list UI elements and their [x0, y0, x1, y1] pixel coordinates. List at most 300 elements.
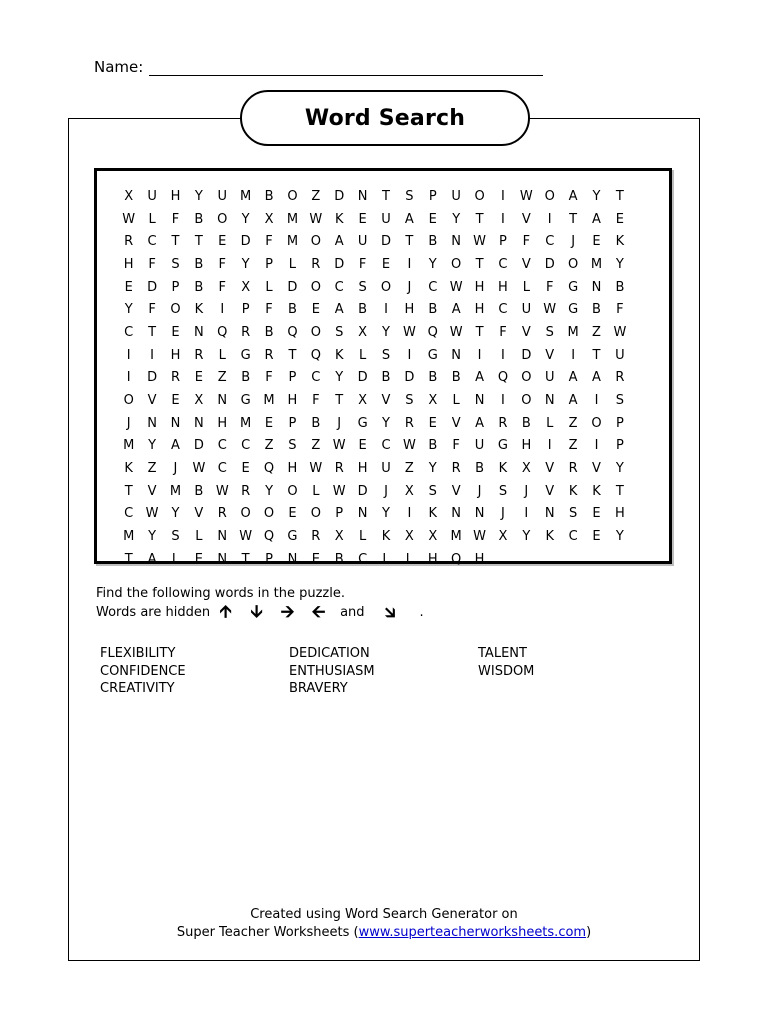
grid-letter: E	[288, 506, 297, 522]
grid-letter: N	[217, 551, 228, 567]
grid-letter: F	[358, 256, 367, 272]
grid-letter: L	[382, 551, 390, 567]
grid-letter: W	[449, 324, 463, 340]
grid-letter: N	[217, 393, 228, 409]
grid-letter: E	[428, 415, 437, 431]
grid-letter: I	[477, 347, 482, 363]
grid-letter: I	[150, 347, 154, 363]
name-field	[94, 58, 543, 76]
grid-letter: V	[545, 483, 555, 499]
grid-letter: O	[310, 234, 321, 250]
grid-letter: I	[407, 256, 412, 272]
arrow-down-icon: 🡫	[250, 602, 263, 622]
grid-letter: N	[170, 415, 181, 431]
grid-letter: Y	[124, 302, 133, 318]
grid-letter: D	[240, 234, 251, 250]
grid-letter: M	[286, 211, 299, 227]
grid-letter: O	[263, 506, 275, 522]
grid-letter: Y	[428, 256, 437, 272]
word-list-item: CREATIVITY	[100, 681, 175, 696]
instructions-line2	[96, 603, 424, 623]
name-label: Name:	[94, 58, 144, 76]
grid-letter: T	[335, 393, 344, 409]
word-list-item: DEDICATION	[289, 646, 370, 661]
word-list-item: FLEXIBILITY	[100, 646, 176, 661]
grid-letter: W	[613, 324, 627, 340]
grid-letter: F	[148, 302, 156, 318]
grid-letter: Y	[148, 438, 157, 454]
grid-letter: F	[499, 324, 507, 340]
grid-letter: R	[334, 461, 344, 477]
grid-letter: O	[521, 393, 532, 409]
grid-letter: O	[451, 256, 462, 272]
grid-letter: Z	[311, 188, 321, 204]
grid-letter: V	[451, 415, 461, 431]
arrow-up-icon: 🡩	[219, 602, 232, 622]
grid-letter: R	[615, 370, 625, 386]
grid-letter: B	[194, 483, 204, 499]
grid-letter: H	[427, 551, 438, 567]
grid-letter: V	[381, 393, 391, 409]
grid-letter: N	[451, 234, 462, 250]
grid-letter: O	[521, 370, 532, 386]
grid-letter: Q	[310, 347, 321, 363]
grid-letter: Z	[568, 415, 578, 431]
grid-letter: S	[568, 506, 578, 522]
grid-letter: Y	[241, 211, 250, 227]
grid-letter: T	[592, 347, 601, 363]
grid-letter: E	[241, 461, 250, 477]
grid-letter: W	[215, 483, 229, 499]
word-list-item: CONFIDENCE	[100, 663, 186, 679]
grid-letter: D	[380, 234, 391, 250]
grid-letter: X	[334, 529, 344, 545]
grid-letter: E	[381, 256, 391, 272]
grid-letter: T	[475, 256, 484, 272]
grid-letter: V	[545, 461, 555, 477]
grid-letter: C	[241, 438, 251, 454]
grid-letter: K	[194, 302, 204, 318]
grid-letter: E	[194, 551, 203, 567]
grid-letter: B	[194, 211, 204, 227]
grid-letter: W	[543, 302, 557, 318]
grid-letter: Y	[615, 461, 624, 477]
grid-letter: L	[546, 415, 554, 431]
word-list-column-3	[478, 645, 534, 680]
grid-letter: I	[501, 211, 505, 227]
grid-letter: M	[263, 393, 275, 409]
grid-letter: P	[499, 234, 507, 250]
word-list-column-2	[289, 645, 375, 698]
grid-letter: A	[475, 415, 484, 431]
grid-letter: D	[404, 370, 415, 386]
grid-letter: E	[171, 393, 180, 409]
grid-letter: G	[568, 302, 579, 318]
grid-letter: A	[451, 302, 461, 318]
grid-letter: N	[591, 279, 602, 295]
grid-letter: A	[568, 188, 578, 204]
grid-letter: I	[501, 393, 505, 409]
grid-letter: H	[474, 302, 485, 318]
grid-letter: E	[124, 279, 133, 295]
grid-letter: X	[264, 211, 274, 227]
grid-letter: B	[287, 302, 297, 318]
grid-letter: Z	[217, 370, 227, 386]
grid-letter: E	[592, 234, 601, 250]
grid-letter: Y	[265, 483, 274, 499]
grid-letter: O	[310, 279, 321, 295]
grid-letter: W	[402, 438, 416, 454]
grid-letter: O	[170, 302, 181, 318]
grid-letter: A	[147, 551, 157, 567]
grid-letter: P	[335, 506, 344, 522]
grid-letter: G	[240, 393, 251, 409]
grid-letter: B	[615, 279, 625, 295]
grid-letter: F	[265, 370, 273, 386]
grid-letter: S	[405, 393, 414, 409]
grid-letter: H	[474, 279, 485, 295]
letter-grid	[117, 185, 632, 571]
grid-letter: U	[147, 188, 157, 204]
grid-letter: A	[404, 211, 414, 227]
grid-letter: Y	[382, 324, 390, 340]
instructions-line1: Find the following words in the puzzle.	[96, 586, 345, 601]
grid-letter: S	[171, 529, 180, 545]
grid-letter: D	[357, 370, 368, 386]
grid-letter: M	[240, 415, 252, 431]
grid-letter: O	[217, 211, 228, 227]
grid-letter: K	[498, 461, 508, 477]
grid-letter: L	[405, 551, 413, 567]
grid-letter: F	[265, 234, 273, 250]
grid-letter: U	[544, 370, 555, 386]
grid-letter: V	[545, 347, 555, 363]
footer-prefix: Super Teacher Worksheets (	[176, 925, 359, 940]
grid-letter: T	[194, 234, 203, 250]
grid-letter: I	[407, 506, 412, 522]
grid-letter: V	[521, 324, 531, 340]
grid-letter: I	[220, 302, 225, 318]
puzzle-box	[94, 168, 672, 567]
grid-letter: W	[449, 279, 463, 295]
instructions-and: and	[340, 605, 365, 620]
grid-letter: X	[521, 461, 531, 477]
grid-letter: S	[335, 324, 344, 340]
grid-letter: K	[334, 211, 344, 227]
grid-letter: E	[592, 506, 601, 522]
grid-letter: B	[592, 302, 601, 318]
grid-letter: X	[124, 188, 134, 204]
grid-letter: T	[148, 324, 157, 340]
grid-letter: Q	[287, 324, 298, 340]
grid-letter: E	[592, 529, 601, 545]
grid-letter: A	[592, 370, 601, 386]
grid-letter: R	[170, 370, 180, 386]
grid-letter: H	[217, 415, 228, 431]
grid-letter: P	[288, 415, 297, 431]
grid-letter: F	[171, 211, 180, 227]
grid-letter: D	[334, 256, 345, 272]
grid-letter: R	[241, 483, 251, 499]
grid-letter: A	[568, 393, 578, 409]
grid-letter: J	[571, 234, 576, 250]
grid-letter: B	[358, 302, 368, 318]
grid-letter: I	[407, 347, 412, 363]
grid-letter: Y	[194, 188, 203, 204]
grid-letter: M	[123, 438, 135, 454]
instructions-prefix: Words are hidden	[96, 605, 211, 620]
grid-letter: O	[544, 188, 555, 204]
grid-letter: V	[147, 393, 157, 409]
grid-letter: O	[591, 415, 602, 431]
grid-letter: L	[358, 347, 367, 363]
page-title-text: Word Search	[304, 105, 466, 131]
grid-letter: X	[428, 393, 438, 409]
grid-letter: Z	[264, 438, 274, 454]
footer	[68, 906, 700, 942]
grid-letter: E	[358, 211, 367, 227]
grid-letter: M	[450, 529, 462, 545]
grid-letter: S	[171, 256, 180, 272]
grid-letter: F	[218, 256, 226, 272]
grid-letter: N	[287, 551, 298, 567]
grid-letter: C	[381, 438, 391, 454]
grid-letter: N	[451, 347, 462, 363]
grid-letter: N	[544, 393, 555, 409]
grid-letter: S	[498, 483, 508, 499]
grid-letter: F	[312, 393, 320, 409]
grid-letter: F	[545, 279, 554, 295]
grid-letter: W	[332, 483, 346, 499]
word-list-item: ENTHUSIASM	[289, 663, 375, 679]
grid-letter: E	[615, 211, 624, 227]
grid-letter: C	[498, 256, 508, 272]
grid-letter: D	[147, 370, 158, 386]
grid-letter: K	[381, 529, 391, 545]
grid-letter: B	[475, 461, 485, 477]
grid-letter: Q	[451, 551, 462, 567]
grid-letter: T	[405, 234, 414, 250]
grid-letter: W	[192, 461, 206, 477]
grid-letter: Z	[311, 438, 321, 454]
grid-letter: S	[405, 188, 414, 204]
grid-letter: M	[567, 324, 579, 340]
grid-letter: D	[193, 438, 204, 454]
grid-letter: J	[337, 415, 342, 431]
grid-letter: T	[171, 234, 180, 250]
grid-letter: L	[195, 529, 203, 545]
grid-letter: I	[594, 438, 599, 454]
arrow-down-right-icon: 🡮	[384, 603, 396, 623]
grid-letter: I	[126, 347, 131, 363]
grid-letter: L	[452, 393, 460, 409]
grid-letter: A	[475, 370, 484, 386]
grid-letter: C	[147, 234, 157, 250]
grid-letter: P	[428, 188, 437, 204]
grid-letter: V	[521, 256, 531, 272]
grid-letter: E	[358, 438, 367, 454]
grid-letter: H	[474, 551, 485, 567]
grid-letter: H	[123, 256, 134, 272]
grid-letter: F	[218, 279, 226, 295]
grid-letter: T	[475, 324, 484, 340]
grid-letter: N	[194, 324, 204, 340]
grid-letter: R	[311, 256, 321, 272]
grid-letter: D	[521, 347, 532, 363]
grid-letter: H	[404, 302, 415, 318]
grid-letter: H	[498, 279, 508, 295]
grid-letter: B	[264, 324, 274, 340]
grid-letter: R	[194, 347, 204, 363]
grid-letter: A	[334, 234, 344, 250]
grid-letter: I	[571, 347, 576, 363]
grid-letter: L	[358, 529, 367, 545]
grid-letter: I	[384, 302, 388, 318]
grid-letter: N	[147, 415, 157, 431]
grid-letter: Q	[427, 324, 438, 340]
grid-letter: X	[358, 324, 368, 340]
grid-letter: I	[524, 506, 529, 522]
grid-letter: B	[428, 302, 438, 318]
grid-letter: T	[569, 211, 578, 227]
grid-letter: O	[380, 279, 392, 295]
footer-line2	[68, 924, 700, 942]
grid-letter: C	[498, 302, 508, 318]
word-list-item: BRAVERY	[289, 681, 348, 696]
grid-letter: R	[404, 415, 414, 431]
grid-letter: Y	[148, 529, 157, 545]
grid-letter: S	[288, 438, 297, 454]
grid-letter: F	[616, 302, 624, 318]
word-list-column-1	[100, 645, 186, 698]
grid-letter: P	[171, 279, 180, 295]
grid-letter: J	[407, 279, 412, 295]
grid-letter: H	[615, 506, 625, 522]
grid-letter: W	[332, 438, 346, 454]
grid-letter: B	[381, 370, 391, 386]
grid-letter: E	[171, 324, 180, 340]
grid-letter: E	[194, 370, 203, 386]
grid-letter: O	[240, 506, 251, 522]
grid-letter: Q	[497, 370, 509, 386]
grid-letter: G	[427, 347, 438, 363]
grid-letter: B	[334, 551, 344, 567]
grid-letter: I	[501, 188, 505, 204]
grid-letter: A	[334, 302, 344, 318]
grid-letter: J	[126, 415, 131, 431]
grid-letter: I	[547, 438, 552, 454]
grid-letter: X	[194, 393, 204, 409]
grid-letter: N	[357, 188, 368, 204]
grid-letter: U	[381, 211, 391, 227]
grid-letter: B	[311, 415, 321, 431]
grid-letter: O	[310, 324, 321, 340]
grid-letter: T	[124, 551, 133, 567]
page-title	[240, 90, 530, 146]
grid-letter: K	[334, 347, 344, 363]
grid-letter: H	[287, 393, 298, 409]
grid-letter: W	[519, 188, 533, 204]
grid-letter: O	[310, 506, 321, 522]
grid-letter: U	[217, 188, 228, 204]
instructions	[96, 585, 424, 623]
grid-letter: U	[615, 347, 625, 363]
grid-letter: C	[217, 461, 227, 477]
grid-letter: O	[287, 483, 298, 499]
footer-link[interactable]: www.superteacherworksheets.com	[358, 925, 587, 940]
word-list-item: WISDOM	[478, 663, 535, 679]
grid-letter: D	[147, 279, 158, 295]
grid-letter: W	[473, 529, 486, 545]
grid-letter: W	[309, 211, 323, 227]
grid-letter: Y	[428, 461, 437, 477]
grid-letter: X	[404, 529, 414, 545]
grid-letter: O	[287, 188, 298, 204]
grid-letter: M	[123, 529, 135, 545]
grid-letter: W	[473, 234, 486, 250]
grid-letter: K	[428, 506, 438, 522]
grid-letter: U	[474, 438, 485, 454]
grid-letter: I	[501, 347, 505, 363]
grid-letter: B	[428, 438, 438, 454]
grid-letter: P	[288, 370, 297, 386]
grid-letter: G	[240, 347, 251, 363]
grid-letter: P	[615, 415, 624, 431]
grid-letter: D	[544, 256, 555, 272]
grid-letter: P	[241, 302, 250, 318]
grid-letter: Q	[217, 324, 228, 340]
grid-letter: S	[381, 347, 391, 363]
grid-letter: R	[568, 461, 578, 477]
grid-letter: W	[309, 461, 323, 477]
grid-letter: M	[169, 483, 182, 499]
grid-letter: R	[241, 324, 251, 340]
grid-letter: Y	[241, 256, 250, 272]
grid-letter: E	[311, 551, 320, 567]
grid-letter: F	[148, 256, 156, 272]
arrow-left-icon: 🡨	[311, 602, 326, 622]
grid-letter: N	[451, 506, 462, 522]
grid-letter: L	[312, 483, 320, 499]
grid-letter: V	[147, 483, 157, 499]
footer-suffix: )	[586, 925, 592, 940]
word-list-item: TALENT	[478, 646, 527, 661]
grid-letter: U	[451, 188, 461, 204]
grid-letter: I	[126, 370, 131, 386]
grid-letter: C	[545, 234, 555, 250]
grid-letter: L	[148, 211, 156, 227]
grid-letter: F	[452, 438, 460, 454]
grid-letter: U	[521, 302, 532, 318]
grid-letter: L	[288, 256, 297, 272]
grid-letter: X	[241, 279, 251, 295]
grid-letter: O	[568, 256, 579, 272]
grid-letter: W	[402, 324, 416, 340]
grid-letter: P	[265, 551, 273, 567]
grid-letter: T	[615, 188, 624, 204]
grid-letter: M	[590, 256, 603, 272]
grid-letter: C	[217, 438, 227, 454]
grid-letter: Z	[404, 461, 414, 477]
grid-letter: S	[615, 393, 625, 409]
grid-letter: C	[358, 551, 368, 567]
grid-letter: T	[382, 188, 390, 204]
grid-letter: Y	[171, 506, 180, 522]
grid-letter: A	[592, 211, 601, 227]
grid-letter: R	[451, 461, 461, 477]
grid-letter: S	[358, 279, 367, 295]
grid-letter: D	[357, 483, 368, 499]
